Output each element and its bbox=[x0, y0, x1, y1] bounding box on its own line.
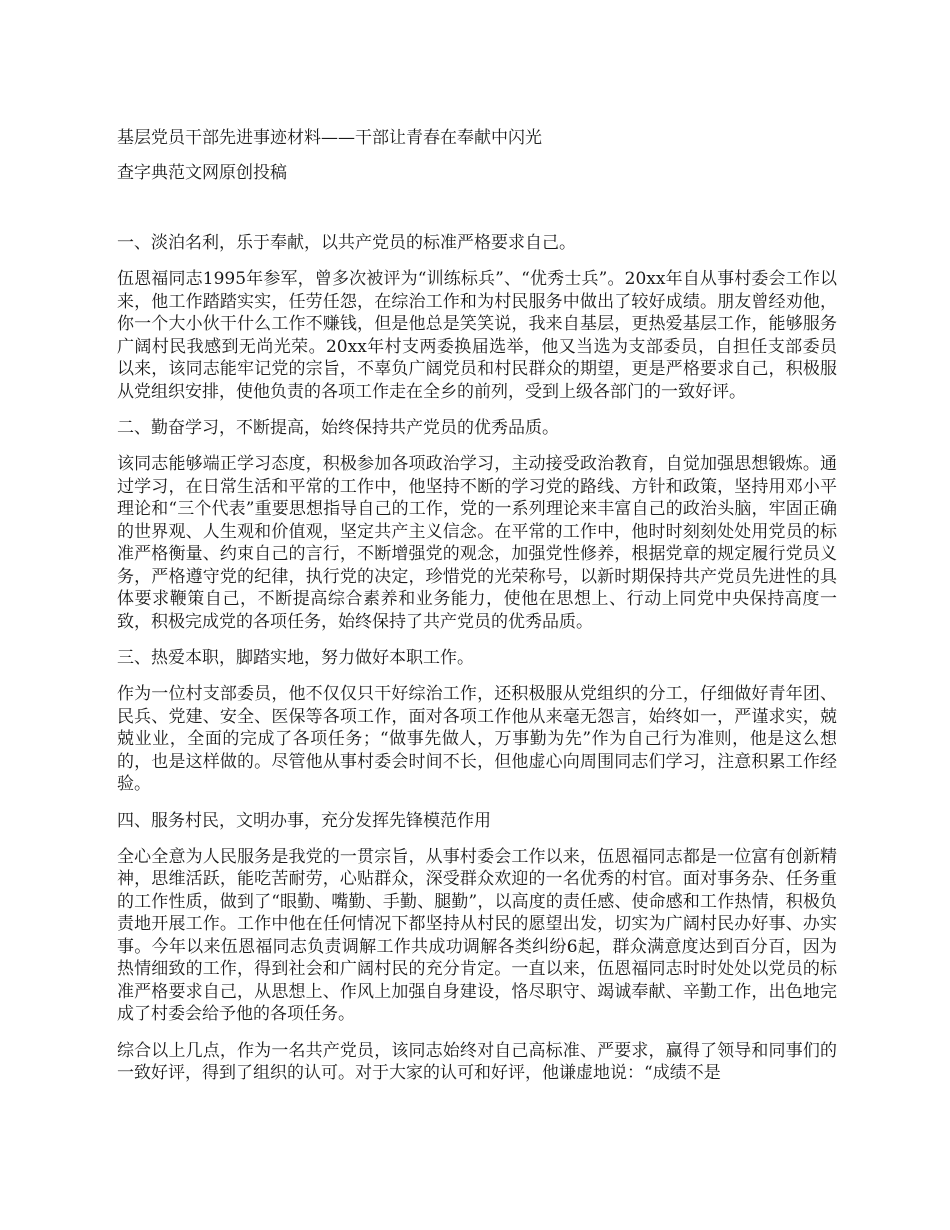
closing-paragraph: 综合以上几点，作为一名共产党员，该同志始终对自己高标准、严要求，赢得了领导和同事们的一致好评，得到了组织的认可。对于大家的认可和好评，他谦虚地说：“成绩不是 bbox=[117, 1040, 837, 1083]
section-heading-2: 二、勤奋学习，不断提高，始终保持共产党员的优秀品质。 bbox=[117, 418, 559, 438]
section-heading-1: 一、淡泊名利，乐于奉献，以共产党员的标准严格要求自己。 bbox=[117, 233, 576, 253]
document-source: 查字典范文网原创投稿 bbox=[117, 163, 287, 183]
document-title: 基层党员干部先进事迹材料——干部让青春在奉献中闪光 bbox=[117, 128, 542, 148]
document-body bbox=[117, 232, 837, 1099]
section-paragraph-4: 全心全意为人民服务是我党的一贯宗旨，从事村委会工作以来，伍恩福同志都是一位富有创新精神，思维活跃，能吃苦耐劳，心贴群众，深受群众欢迎的一名优秀的村官。面对事务杂、任务重的工作性质，做到了“眼勤、嘴勤、手勤、腿勤”，以高度的责任感、使命感和工作热情，积极负责地开展工作。工作中他在任何情况下都坚持从村民的愿望出发，切实为广阔村民办好事、办实事。今年以来伍恩福同志负责调解工作共成功调解各类纠纷6起，群众满意度达到百分百，因为热情细致的工作，得到社会和广阔村民的充分肯定。一直以来，伍恩福同志时时处处以党员的标准严格要求自己，从思想上、作风上加强自身建设，恪尽职守、竭诚奉献、辛勤工作，出色地完成了村委会给予他的各项任务。 bbox=[117, 846, 837, 1024]
section-heading-4: 四、服务村民，文明办事，充分发挥先锋模范作用 bbox=[117, 810, 491, 831]
section-paragraph-2: 该同志能够端正学习态度，积极参加各项政治学习，主动接受政治教育，自觉加强思想锻炼。通过学习，在日常生活和平常的工作中，他坚持不断的学习党的路线、方针和政策，坚持用邓小平理论和“三个代表”重要思想指导自己的工作，党的一系列理论来丰富自己的政治头脑，牢固正确的世界观、人生观和价值观，坚定共产主义信念。在平常的工作中，他时时刻刻处处用党员的标准严格衡量、约束自己的言行，不断增强党的观念，加强党性修养，根据党章的规定履行党员义务，严格遵守党的纪律，执行党的决定，珍惜党的光荣称号，以新时期保持共产党员先进性的具体要求鞭策自己，不断提高综合素养和业务能力，使他在思想上、行动上同党中央保持高度一致，积极完成党的各项任务，始终保持了共产党员的优秀品质。 bbox=[117, 454, 837, 632]
section-paragraph-1: 伍恩福同志1995年参军，曾多次被评为“训练标兵”、“优秀士兵”。20xx年自从事村委会工作以来，他工作踏踏实实，任劳任怨，在综治工作和为村民服务中做出了较好成绩。朋友曾经劝他，你一个大小伙干什么工作不赚钱，但是他总是笑笑说，我来自基层，更热爱基层工作，能够服务广阔村民我感到无尚光荣。20xx年村支两委换届选举，他又当选为支部委员，自担任支部委员以来，该同志能牢记党的宗旨，不辜负广阔党员和村民群众的期望，更是严格要求自己，积极服从党组织安排，使他负责的各项工作走在全乡的前列，受到上级各部门的一致好评。 bbox=[117, 269, 837, 402]
section-heading-3: 三、热爱本职，脚踏实地，努力做好本职工作。 bbox=[117, 648, 474, 668]
section-paragraph-3: 作为一位村支部委员，他不仅仅只干好综治工作，还积极服从党组织的分工，仔细做好青年团、民兵、党建、安全、医保等各项工作，面对各项工作他从来毫无怨言，始终如一，严谨求实，兢兢业业，全面的完成了各项任务；“做事先做人，万事勤为先”作为自己行为准则，他是这么想的，也是这样做的。尽管他从事村委会时间不长，但他虚心向周围同志们学习，注意积累工作经验。 bbox=[117, 684, 837, 794]
